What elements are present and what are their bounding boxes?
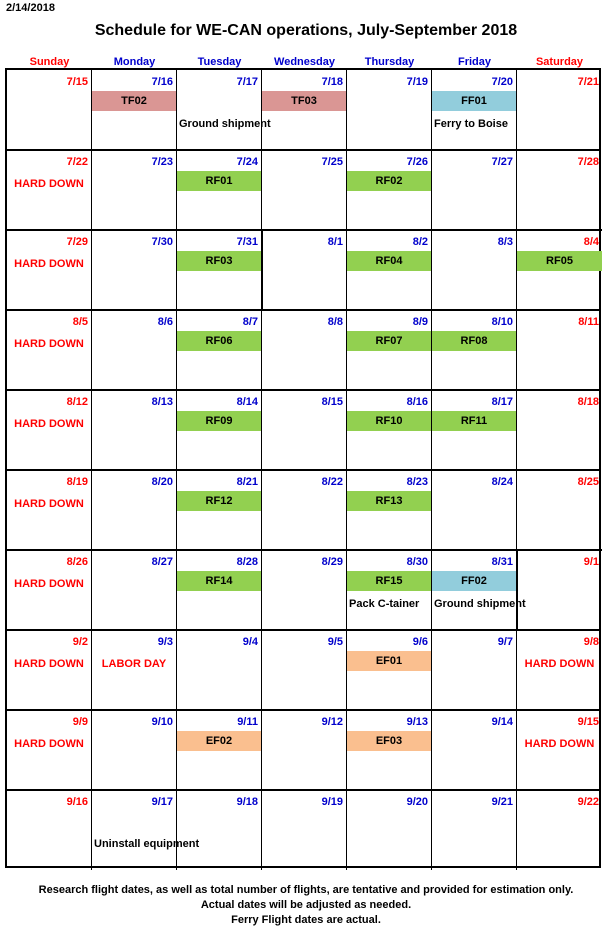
day-date: 8/2 <box>412 236 428 248</box>
day-date: 8/12 <box>66 396 88 408</box>
day-date: 7/15 <box>66 76 88 88</box>
day-date: 8/7 <box>242 316 258 328</box>
day-cell <box>347 150 432 230</box>
day-cell <box>347 470 432 550</box>
day-cell <box>347 70 432 150</box>
day-date: 9/7 <box>497 636 513 648</box>
day-date: 9/8 <box>583 636 599 648</box>
day-cell <box>517 550 602 630</box>
day-date: 7/26 <box>406 156 428 168</box>
day-date: 9/17 <box>151 796 173 808</box>
day-cell <box>92 70 177 150</box>
flight-bar-rf12: RF12 <box>177 491 261 511</box>
day-date: 8/15 <box>321 396 343 408</box>
day-cell <box>92 230 177 310</box>
day-status: HARD DOWN <box>14 498 84 510</box>
day-status: HARD DOWN <box>14 418 84 430</box>
day-date: 8/3 <box>497 236 513 248</box>
flight-bar-rf11: RF11 <box>432 411 516 431</box>
day-date: 7/22 <box>66 156 88 168</box>
day-cell <box>262 630 347 710</box>
day-cell <box>262 710 347 790</box>
day-date: 7/19 <box>406 76 428 88</box>
day-cell <box>517 150 602 230</box>
flight-bar-rf05: RF05 <box>517 251 602 271</box>
day-date: 9/4 <box>242 636 258 648</box>
day-cell <box>347 230 432 310</box>
day-date: 7/20 <box>491 76 513 88</box>
day-cell <box>177 470 262 550</box>
day-status: HARD DOWN <box>14 578 84 590</box>
flight-bar-rf15: RF15 <box>347 571 431 591</box>
day-date: 8/18 <box>577 396 599 408</box>
day-cell <box>92 470 177 550</box>
day-date: 8/11 <box>578 316 599 328</box>
day-date: 7/17 <box>236 76 258 88</box>
day-date: 7/31 <box>236 236 258 248</box>
day-note: Ground shipment <box>434 598 526 610</box>
day-cell <box>432 390 517 470</box>
day-date: 8/10 <box>491 316 513 328</box>
month-boundary <box>516 549 602 551</box>
calendar-grid <box>5 68 601 868</box>
flight-bar-tf03: TF03 <box>262 91 346 111</box>
day-cell <box>262 470 347 550</box>
day-status: HARD DOWN <box>14 338 84 350</box>
day-cell <box>432 710 517 790</box>
day-cell <box>177 70 271 150</box>
day-date: 7/21 <box>577 76 599 88</box>
day-cell <box>432 790 517 870</box>
day-date: 8/8 <box>327 316 343 328</box>
day-cell <box>262 150 347 230</box>
day-date: 8/17 <box>491 396 513 408</box>
day-note: Uninstall equipment <box>94 838 200 850</box>
day-date: 8/20 <box>151 476 173 488</box>
flight-bar-rf01: RF01 <box>177 171 261 191</box>
flight-bar-rf13: RF13 <box>347 491 431 511</box>
flight-bar-rf07: RF07 <box>347 331 431 351</box>
day-cell <box>517 470 602 550</box>
day-cell <box>347 710 432 790</box>
day-date: 8/25 <box>577 476 599 488</box>
day-header-tuesday: Tuesday <box>197 56 242 68</box>
day-cell <box>7 790 92 870</box>
day-date: 8/4 <box>583 236 599 248</box>
day-header-sunday: Sunday <box>29 56 70 68</box>
day-date: 8/31 <box>491 556 513 568</box>
day-note: Ferry to Boise <box>434 118 508 130</box>
day-date: 9/11 <box>237 716 258 728</box>
day-date: 8/5 <box>72 316 88 328</box>
day-cell <box>177 310 262 390</box>
day-cell <box>177 230 262 310</box>
day-cell <box>517 230 602 310</box>
day-date: 7/29 <box>66 236 88 248</box>
day-date: 9/6 <box>412 636 428 648</box>
month-boundary <box>516 550 518 630</box>
day-header-thursday: Thursday <box>364 56 415 68</box>
day-cell <box>177 710 262 790</box>
day-date: 8/30 <box>406 556 428 568</box>
day-date: 9/22 <box>577 796 599 808</box>
flight-bar-rf06: RF06 <box>177 331 261 351</box>
day-date: 9/19 <box>321 796 343 808</box>
day-cell <box>92 390 177 470</box>
day-note: Ground shipment <box>179 118 271 130</box>
day-date: 7/27 <box>491 156 513 168</box>
day-date: 9/13 <box>406 716 428 728</box>
day-date: 9/15 <box>577 716 599 728</box>
day-cell <box>517 70 602 150</box>
day-date: 9/2 <box>72 636 88 648</box>
day-cell <box>262 70 347 150</box>
day-date: 9/5 <box>327 636 343 648</box>
day-date: 8/26 <box>66 556 88 568</box>
day-date: 8/16 <box>406 396 428 408</box>
day-date: 8/22 <box>321 476 343 488</box>
day-cell <box>92 630 177 710</box>
day-status: HARD DOWN <box>524 658 595 670</box>
day-date: 7/23 <box>151 156 173 168</box>
day-status: HARD DOWN <box>14 258 84 270</box>
flight-bar-rf02: RF02 <box>347 171 431 191</box>
day-cell <box>7 230 92 310</box>
date-stamp: 2/14/2018 <box>6 2 55 14</box>
day-cell <box>177 390 262 470</box>
day-header-saturday: Saturday <box>535 56 584 68</box>
flight-bar-rf10: RF10 <box>347 411 431 431</box>
month-boundary <box>261 229 602 231</box>
day-cell <box>7 390 92 470</box>
day-status: LABOR DAY <box>101 658 167 670</box>
day-date: 9/1 <box>583 556 599 568</box>
footer-line: Ferry Flight dates are actual. <box>231 914 381 926</box>
day-cell <box>347 310 432 390</box>
day-date: 8/14 <box>236 396 258 408</box>
day-date: 7/30 <box>151 236 173 248</box>
day-cell <box>517 310 602 390</box>
day-cell <box>7 630 92 710</box>
day-cell <box>262 790 347 870</box>
day-date: 8/27 <box>151 556 173 568</box>
day-cell <box>7 550 92 630</box>
day-date: 7/28 <box>577 156 599 168</box>
flight-bar-rf08: RF08 <box>432 331 516 351</box>
day-cell <box>432 230 517 310</box>
day-date: 9/9 <box>72 716 88 728</box>
day-date: 8/23 <box>406 476 428 488</box>
day-date: 7/16 <box>151 76 173 88</box>
day-date: 9/18 <box>236 796 258 808</box>
day-cell <box>177 630 262 710</box>
flight-bar-rf14: RF14 <box>177 571 261 591</box>
day-cell <box>517 390 602 470</box>
day-date: 9/12 <box>321 716 343 728</box>
day-cell <box>347 550 432 630</box>
day-cell <box>177 790 262 870</box>
day-date: 7/25 <box>321 156 343 168</box>
footer-line: Actual dates will be adjusted as needed. <box>200 899 412 911</box>
day-cell <box>432 70 517 150</box>
day-cell <box>517 790 602 870</box>
flight-bar-tf02: TF02 <box>92 91 176 111</box>
day-date: 8/28 <box>236 556 258 568</box>
day-date: 9/3 <box>157 636 173 648</box>
day-cell <box>517 710 602 790</box>
day-date: 8/21 <box>236 476 258 488</box>
day-cell <box>177 550 262 630</box>
day-cell <box>7 710 92 790</box>
flight-bar-rf09: RF09 <box>177 411 261 431</box>
flight-bar-rf04: RF04 <box>347 251 431 271</box>
page-title: Schedule for WE-CAN operations, July-September 2018 <box>94 22 518 39</box>
day-date: 7/18 <box>321 76 343 88</box>
day-cell <box>7 70 92 150</box>
day-cell <box>432 550 526 630</box>
day-cell <box>517 630 602 710</box>
day-cell <box>432 150 517 230</box>
day-date: 8/6 <box>157 316 173 328</box>
day-status: HARD DOWN <box>14 178 84 190</box>
footer-line: Research flight dates, as well as total number of flights, are tentative and provided for estimation only. <box>38 884 574 896</box>
day-date: 8/29 <box>321 556 343 568</box>
day-cell <box>347 790 432 870</box>
flight-bar-ff01: FF01 <box>432 91 516 111</box>
day-status: HARD DOWN <box>14 658 84 670</box>
day-cell <box>262 230 347 310</box>
day-date: 9/16 <box>66 796 88 808</box>
flight-bar-ef02: EF02 <box>177 731 261 751</box>
day-note: Pack C-tainer <box>349 598 420 610</box>
day-date: 8/24 <box>491 476 513 488</box>
flight-bar-ef03: EF03 <box>347 731 431 751</box>
day-date: 8/13 <box>151 396 173 408</box>
day-cell <box>262 550 347 630</box>
day-header-wednesday: Wednesday <box>274 56 335 68</box>
day-cell <box>262 310 347 390</box>
month-boundary <box>261 230 263 310</box>
day-cell <box>92 150 177 230</box>
flight-bar-rf03: RF03 <box>177 251 261 271</box>
flight-bar-ff02: FF02 <box>432 571 516 591</box>
day-date: 8/19 <box>66 476 88 488</box>
day-cell <box>347 630 432 710</box>
day-cell <box>262 390 347 470</box>
day-cell <box>432 470 517 550</box>
day-cell <box>347 390 432 470</box>
day-date: 9/21 <box>491 796 513 808</box>
day-date: 9/14 <box>491 716 513 728</box>
day-date: 8/1 <box>327 236 343 248</box>
day-status: HARD DOWN <box>14 738 84 750</box>
day-status: HARD DOWN <box>524 738 595 750</box>
day-header-friday: Friday <box>457 56 491 68</box>
day-cell <box>92 710 177 790</box>
day-cell <box>432 310 517 390</box>
day-cell <box>92 790 200 870</box>
day-date: 9/20 <box>406 796 428 808</box>
day-cell <box>92 550 177 630</box>
day-cell <box>432 630 517 710</box>
day-cell <box>7 150 92 230</box>
day-cell <box>7 310 92 390</box>
day-cell <box>177 150 262 230</box>
day-date: 9/10 <box>151 716 173 728</box>
day-date: 7/24 <box>236 156 258 168</box>
day-date: 8/9 <box>412 316 428 328</box>
day-cell <box>7 470 92 550</box>
day-cell <box>92 310 177 390</box>
day-header-monday: Monday <box>113 56 156 68</box>
flight-bar-ef01: EF01 <box>347 651 431 671</box>
